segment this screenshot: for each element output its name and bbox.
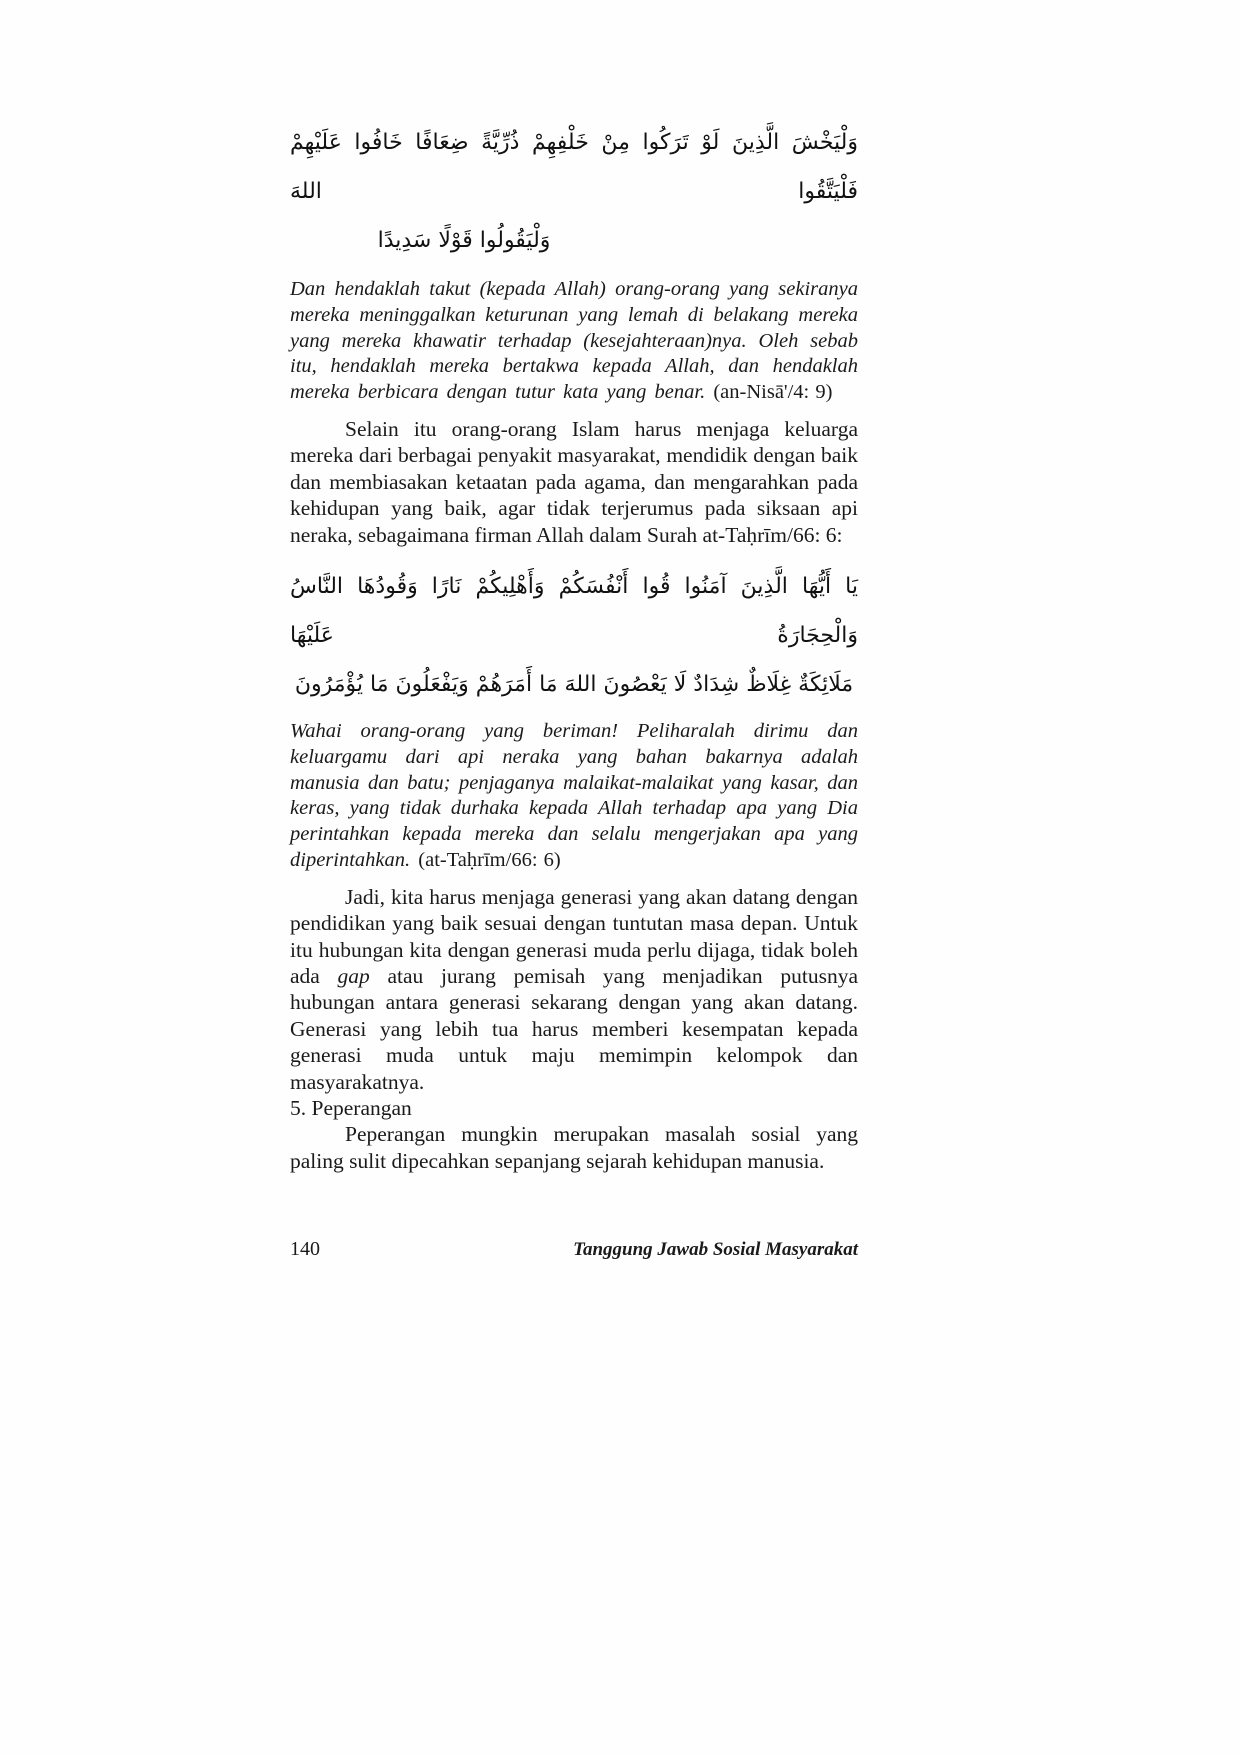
- footer-book-title: Tanggung Jawab Sosial Masyarakat: [573, 1239, 858, 1260]
- translation-nisa: Dan hendaklah takut (kepada Allah) orang-orang yang sekiranya mereka meninggalkan keturunan yang lemah di belakang mereka yang mereka khawatir terhadap (kesejahteraan)nya. Oleh sebab itu, hendaklah mereka bertakwa kepada Allah, dan hendaklah mereka berbicara dengan tutur kata yang benar. (an-Nisā'/4: 9): [290, 278, 858, 404]
- page-footer: [290, 1238, 858, 1261]
- arabic-verse-nisa: [290, 118, 858, 265]
- arabic-verse-tahrim: [290, 562, 858, 709]
- section-heading-peperangan: 5. Peperangan: [290, 1096, 412, 1121]
- body-paragraph-2: Jadi, kita harus menjaga generasi yang akan datang dengan pendidikan yang baik sesuai dengan tuntutan masa depan. Untuk itu hubungan kita dengan generasi muda perlu dijaga, tidak boleh ada gap atau jurang pemisah yang menjadikan putusnya hubungan antara generasi sekarang dengan yang akan datang. Generasi yang lebih tua harus memberi kesempatan kepada generasi muda untuk maju memimpin kelompok dan masyarakatnya.: [290, 884, 859, 1094]
- page-number: 140: [290, 1238, 320, 1260]
- arabic-verse-tahrim-line-1: يَا أَيُّهَا الَّذِينَ آمَنُوا قُوا أَنْفُسَكُمْ وَأَهْلِيكُمْ نَارًا وَقُودُهَا النَّاسُ وَالْحِجَارَةُ عَلَيْهَا: [290, 574, 858, 649]
- translation-tahrim: Wahai orang-orang yang beriman! Peliharalah dirimu dan keluargamu dari api neraka yang bahan bakarnya adalah manusia dan batu; penjaganya malaikat-malaikat yang kasar, dan keras, yang tidak durhaka kepada Allah terhadap apa yang Dia perintahkan kepada mereka dan selalu mengerjakan apa yang diperintahkan. (at-Taḥrīm/66: 6): [290, 720, 858, 871]
- arabic-verse-tahrim-line-2: مَلَائِكَةٌ غِلَاظٌ شِدَادٌ لَا يَعْصُونَ اللهَ مَا أَمَرَهُمْ وَيَفْعَلُونَ مَا يُؤْمَرُونَ: [294, 672, 854, 698]
- content-column: [290, 118, 858, 1174]
- arabic-verse-nisa-line-2: وَلْيَقُولُوا قَوْلًا سَدِيدًا: [377, 228, 551, 253]
- arabic-verse-nisa-line-1: وَلْيَخْشَ الَّذِينَ لَوْ تَرَكُوا مِنْ خَلْفِهِمْ ذُرِّيَّةً ضِعَافًا خَافُوا عَلَيْهِمْ فَلْيَتَّقُوا اللهَ: [290, 130, 858, 204]
- body-paragraph-1: Selain itu orang-orang Islam harus menjaga keluarga mereka dari berbagai penyakit masyarakat, mendidik dengan baik dan membiasakan ketaatan pada agama, dan mengarahkan pada kehidupan yang baik, agar tidak terjerumus pada siksaan api neraka, sebagaimana firman Allah dalam Surah at-Taḥrīm/66: 6:: [290, 416, 858, 547]
- body-paragraph-3: Peperangan mungkin merupakan masalah sosial yang paling sulit dipecahkan sepanjang sejarah kehidupan manusia.: [290, 1122, 858, 1173]
